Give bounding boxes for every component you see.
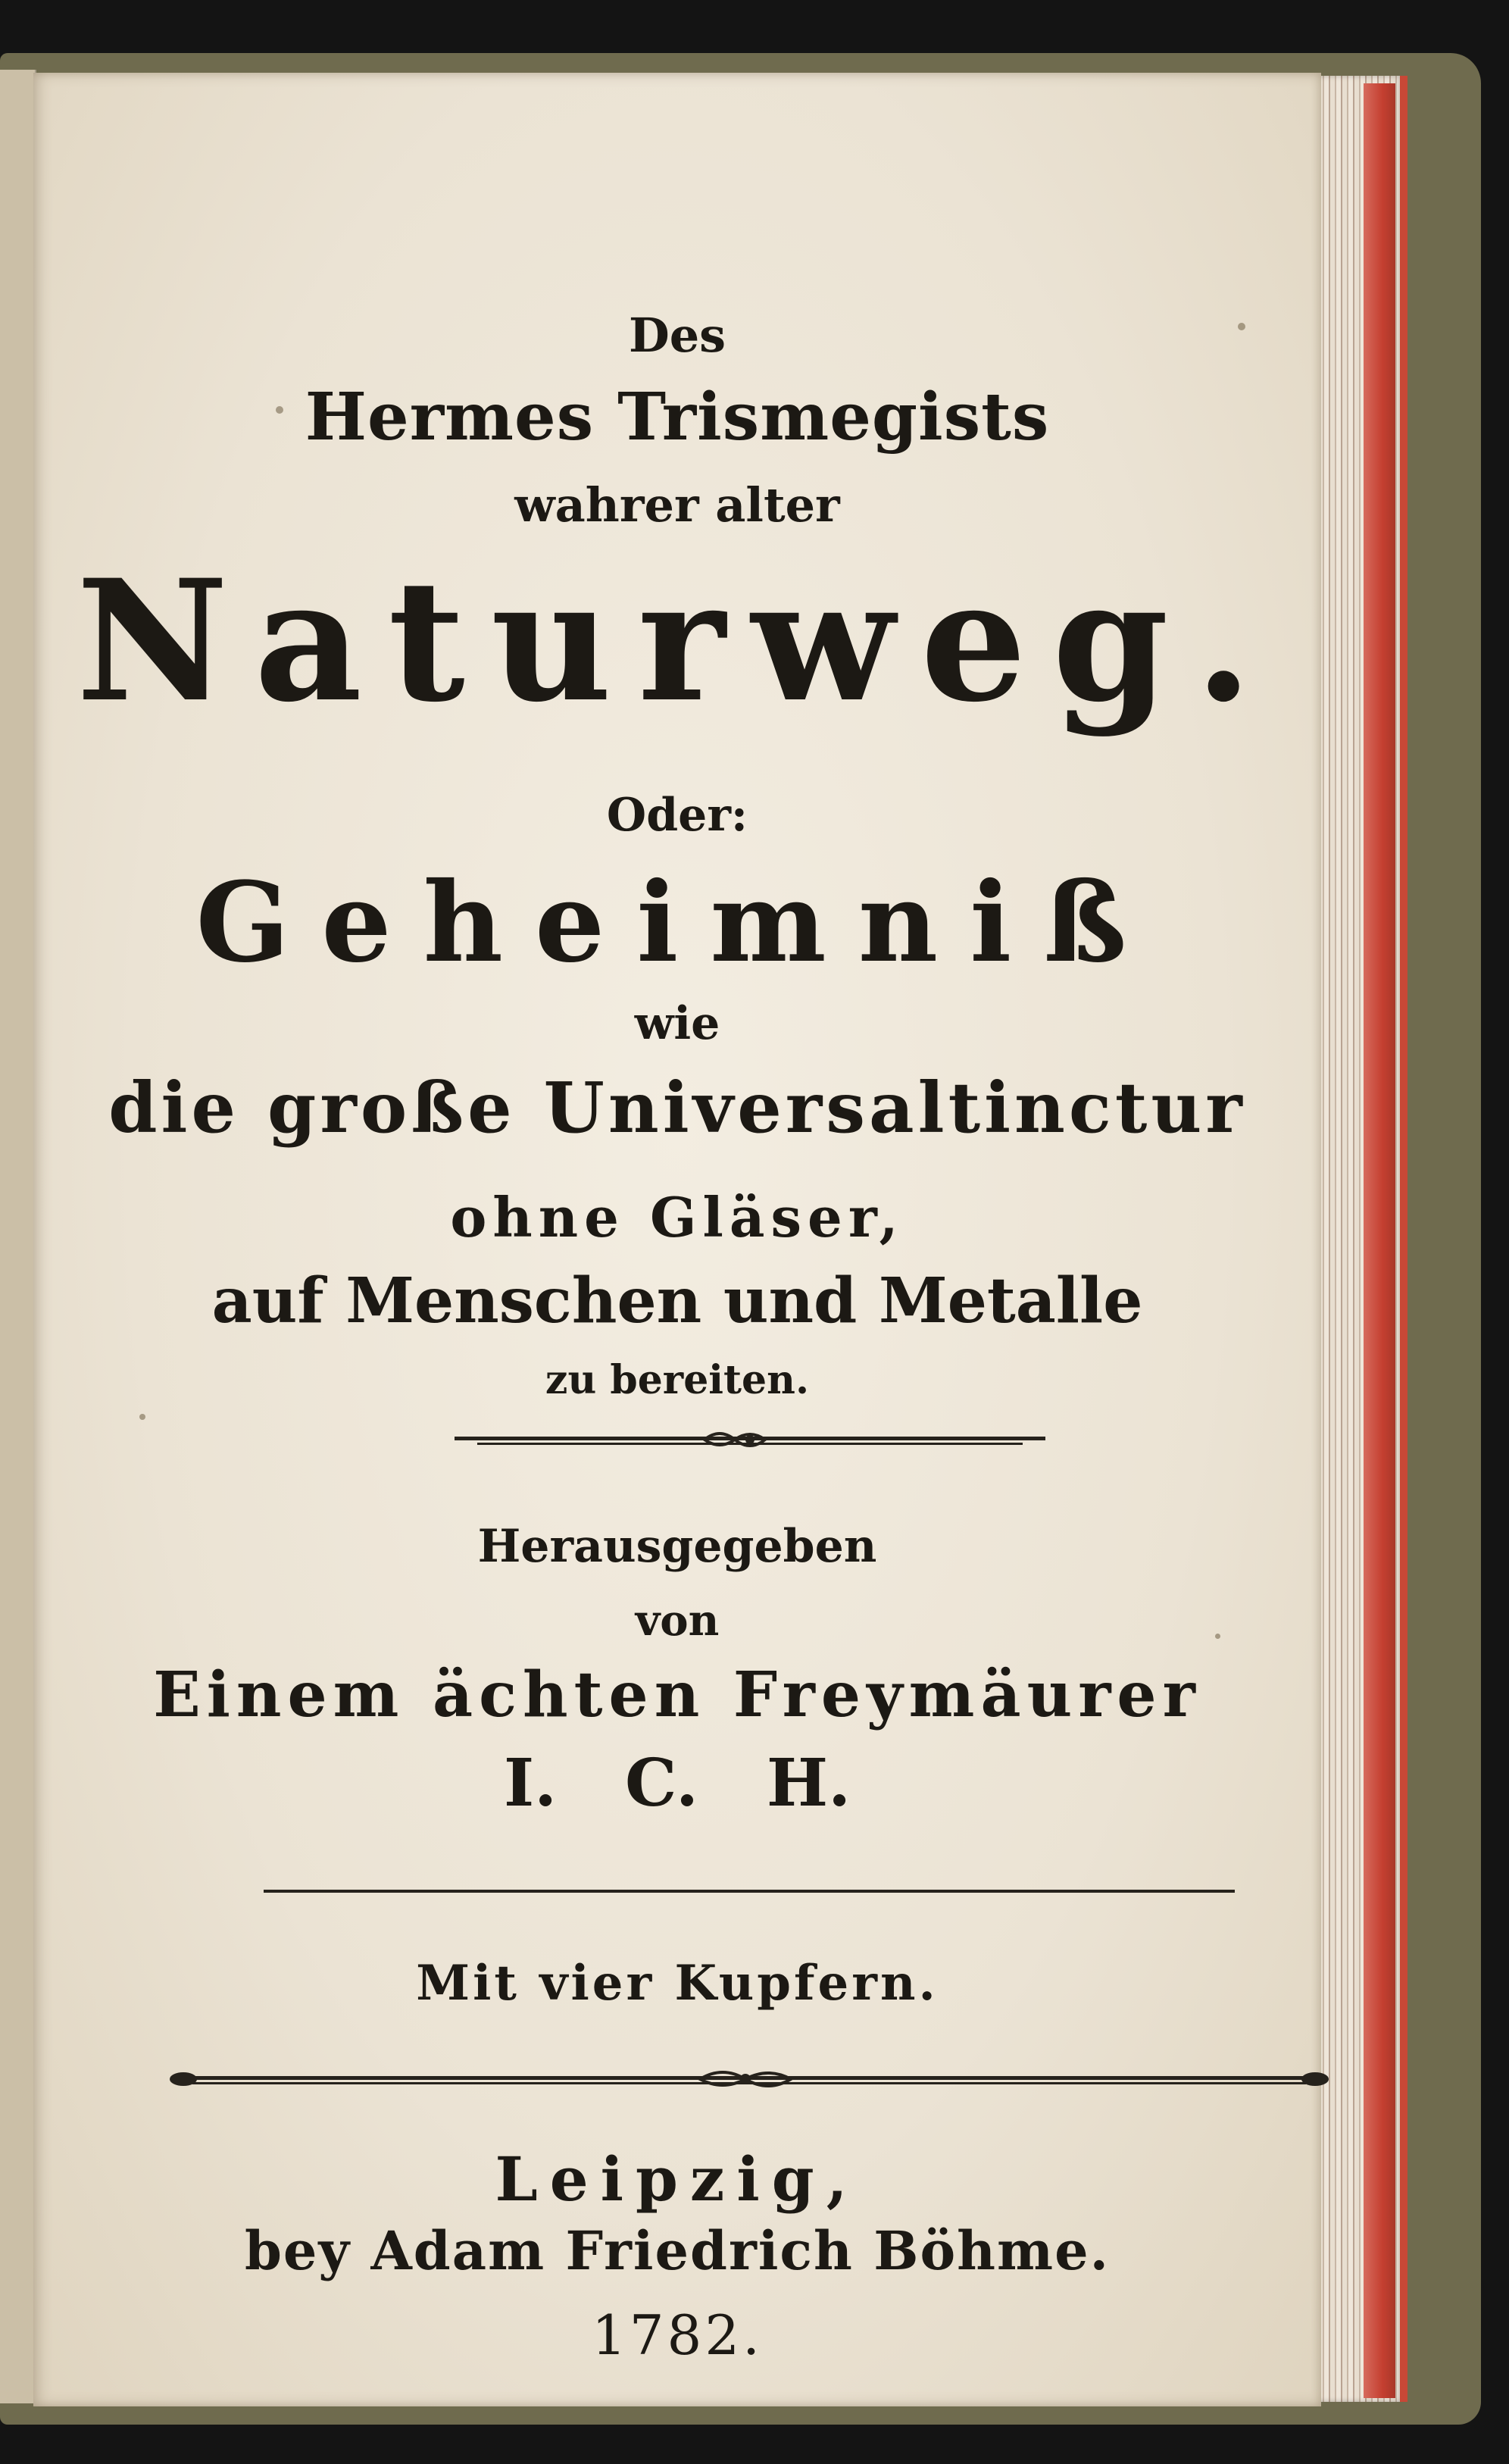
ornament-rule-bottom bbox=[170, 2065, 1329, 2096]
divider-rule bbox=[264, 1890, 1235, 1893]
facing-page-edge bbox=[0, 70, 36, 2403]
subtitle-geheimniss: Geheimniß bbox=[195, 858, 1159, 987]
foxing-speck bbox=[276, 406, 283, 414]
editor-herausgegeben: Herausgegeben bbox=[477, 1520, 877, 1573]
foxing-speck bbox=[1215, 1634, 1220, 1639]
subtitle-universaltinctur: die große Universaltinctur bbox=[108, 1067, 1246, 1149]
subtitle-menschen-metalle: auf Menschen und Metalle bbox=[211, 1265, 1143, 1337]
subtitle-oder: Oder: bbox=[606, 789, 748, 842]
author-initials: I. C. H. bbox=[503, 1745, 851, 1821]
imprint-year: 1782. bbox=[591, 2303, 764, 2367]
subtitle-ohne-glaeser: ohne Gläser, bbox=[450, 1185, 904, 1249]
editor-von: von bbox=[635, 1596, 720, 1646]
imprint-publisher: bey Adam Friedrich Böhme. bbox=[244, 2219, 1111, 2282]
ornament-rule-top bbox=[455, 1426, 1045, 1456]
title-line-des: Des bbox=[628, 308, 726, 363]
title-line-hermes: Hermes Trismegists bbox=[305, 379, 1050, 455]
title-page bbox=[33, 73, 1321, 2406]
subtitle-zu-bereiten: zu bereiten. bbox=[545, 1357, 810, 1403]
foxing-speck bbox=[1238, 323, 1245, 330]
main-title-naturweg: Naturweg. bbox=[76, 543, 1279, 739]
title-line-wahrer-alter: wahrer alter bbox=[514, 477, 840, 533]
red-page-edge bbox=[1364, 83, 1395, 2398]
plates-note: Mit vier Kupfern. bbox=[416, 1955, 939, 2012]
subtitle-wie: wie bbox=[634, 997, 720, 1050]
foxing-speck bbox=[139, 1414, 145, 1420]
editor-freymaurer: Einem ächten Freymäurer bbox=[153, 1659, 1201, 1731]
imprint-city: Leipzig, bbox=[495, 2143, 860, 2215]
